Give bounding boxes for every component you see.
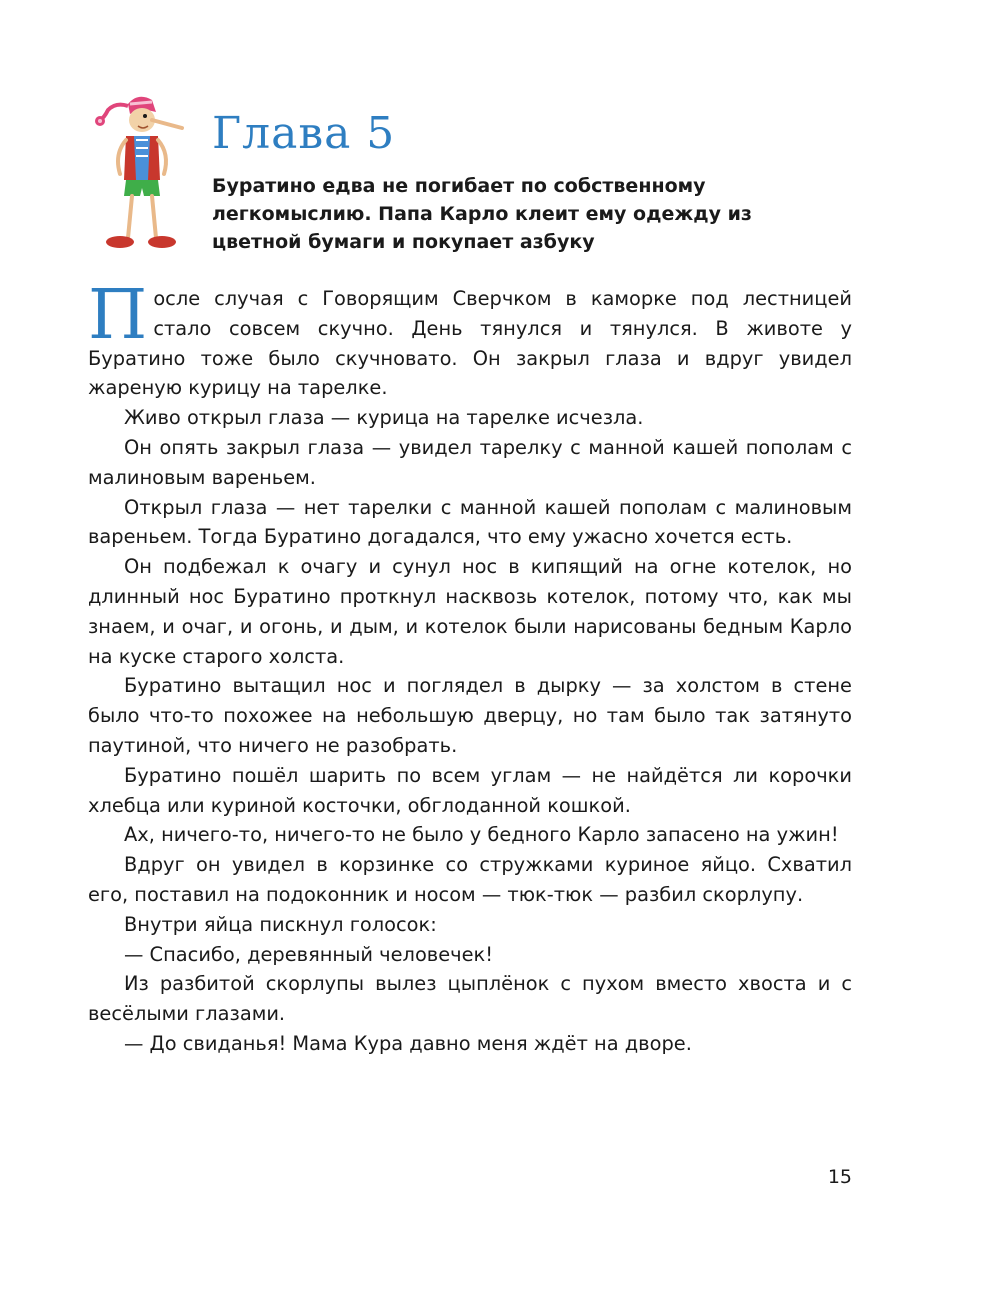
paragraph: Он опять закрыл глаза — увидел тарелку с манной кашей пополам с малиновым вареньем. — [88, 435, 852, 489]
page-number: 15 — [827, 1166, 852, 1188]
paragraph: Ах, ничего-то, ничего-то не было у бедного Карло запасено на ужин! — [124, 823, 839, 847]
drop-cap: П — [88, 276, 148, 355]
paragraph: — Спасибо, деревянный человечек! — [124, 942, 494, 966]
paragraph: Вдруг он увидел в корзинке со стружками куриное яйцо. Схватил его, поставил на подоконник и носом — тюк-тюк — разбил скорлупу. — [88, 853, 852, 906]
paragraph: Открыл глаза — нет тарелки с манной кашей пополам с малиновым вареньем. Тогда Буратино догадался, что ему ужасно хочется есть. — [88, 495, 852, 549]
chapter-text — [88, 276, 852, 1059]
paragraph: Живо открыл глаза — курица на тарелке исчезла. — [124, 406, 644, 430]
chapter-summary: Буратино едва не погибает по собственному легкомыслию. Папа Карло клеит ему одежду из цветной бумаги и покупает азбуку — [212, 175, 752, 253]
paragraph: Буратино пошёл шарить по всем углам — не найдётся ли корочки хлебца или куриной косточки, обглоданной кошкой. — [88, 763, 852, 817]
paragraph: Буратино вытащил нос и поглядел в дырку — за холстом в стене было что-то похожее на небольшую дверцу, но там было так затянуто паутиной, что ничего не разобрать. — [88, 674, 852, 757]
first-paragraph-text: осле случая с Говорящим Сверчком в каморке под лестницей стало совсем скучно. День тянулся и тянулся. В животе у Буратино тоже было скучновато. Он закрыл глаза и вдруг увидел жареную курицу на тарелке. — [88, 287, 852, 400]
buratino-illustration — [90, 88, 190, 258]
paragraph: — До свиданья! Мама Кура давно меня ждёт на дворе. — [124, 1031, 692, 1055]
paragraph: Из разбитой скорлупы вылез цыплёнок с пухом вместо хвоста и с весёлыми глазами. — [88, 972, 852, 1026]
first-paragraph — [88, 276, 852, 403]
paragraph: Внутри яйца пискнул голосок: — [124, 912, 437, 936]
chapter-title: Глава 5 — [212, 108, 396, 159]
paragraph: Он подбежал к очагу и сунул нос в кипящий на огне котелок, но длинный нос Буратино проткнул насквозь котелок, потому что, как мы знаем, и очаг, и огонь, и дым, и котелок были нарисованы бедным Карло на куске старого холста. — [88, 555, 852, 668]
